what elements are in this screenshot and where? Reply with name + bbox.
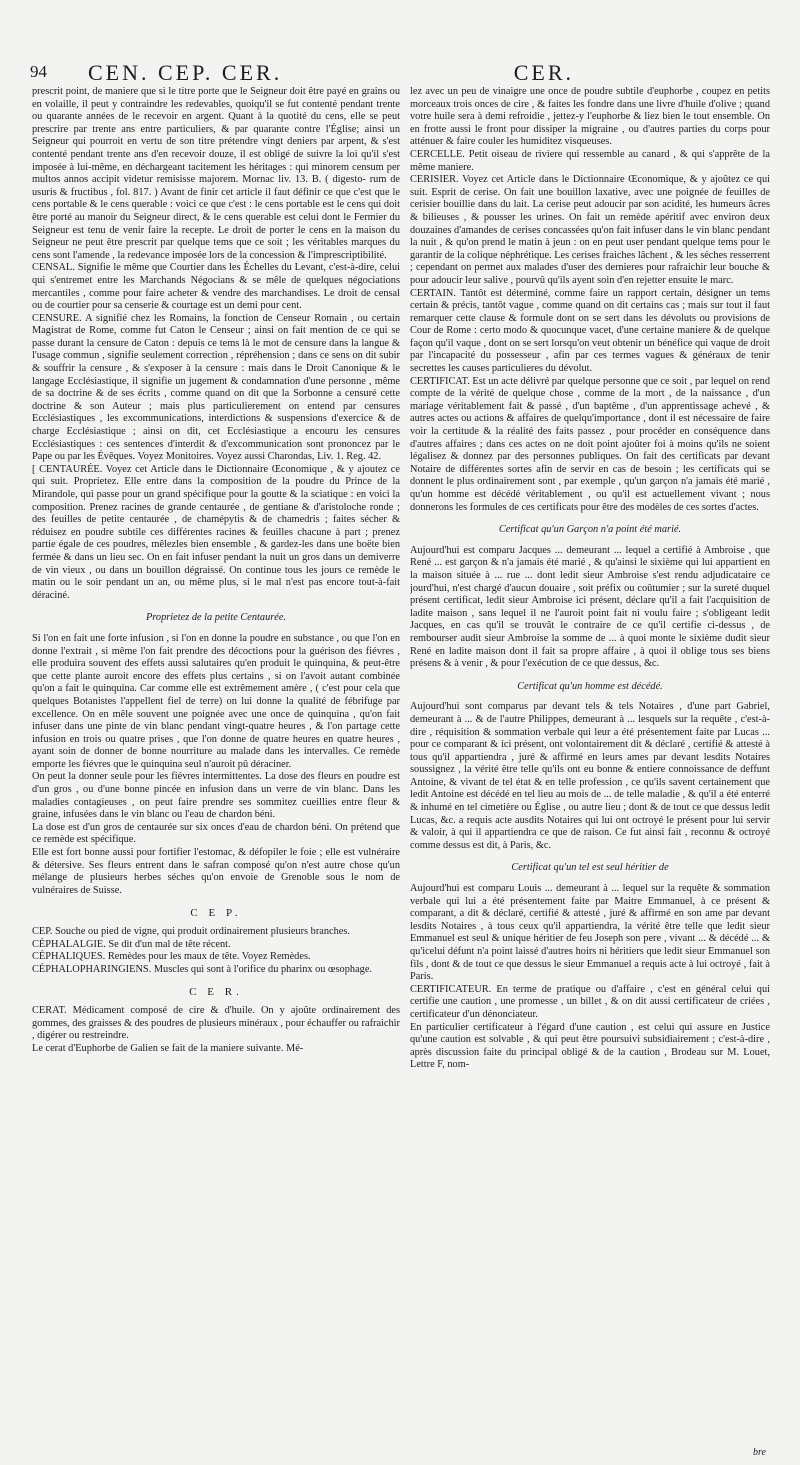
paragraph: En particulier certificateur à l'égard d'une caution , est celui qui assure en Justice qu'une caution est solvable , & qui peut être poursuivi subsidiairement ; c'est-à-dire , après discussion faite du principal obligé & de la caution , Brodeau sur M. Louet, Lettre F, nom- <box>410 1021 770 1071</box>
paragraph: CÉPHALIQUES. Remèdes pour les maux de tête. Voyez Remèdes. <box>32 951 311 963</box>
formula-heading: Certificat qu'un homme est décédé. <box>517 680 663 692</box>
paragraph: CERTAIN. Tantôt est déterminé, comme faire un rapport certain, désigner un tems certain & précis, tantôt vague , comme quand on dit certains cas ; mais sur tout il faut remarquer cette clause & formule dont on se sert dans les dévoluts ou provisions de Cour de Rome : certo modo & quocunque vacet, d'une certaine maniere & de quelque façon qu'il vaque , dont on se sert lorsqu'on veut obtenir un bénéfice qui vaque de droit par l'incapacité du possesseur , afin par ces termes vagues & généraux de tenir secrettes les causes particulieres du dévolut. <box>410 287 770 375</box>
formula-heading: Certificat qu'un tel est seul héritier de <box>511 862 669 874</box>
paragraph: CENSAL. Signifie le même que Courtier dans les Échelles du Levant, c'est-à-dire, celui qui s'entremet entre les Marchands Négocians & se mêle de quelques négociations mercantiles , comme pour faire acheter & vendre des marchandises. Le droit de censal ou de courtier pour sa censerie & courtage est un demi pour cent. <box>32 262 400 312</box>
formula-heading: Certificat qu'un Garçon n'a point été marié. <box>498 524 682 536</box>
paragraph: CÉPHALALGIE. Se dit d'un mal de tête récent. <box>32 938 231 950</box>
running-header <box>30 58 764 88</box>
paragraph: CERTIFICATEUR. En terme de pratique ou d'affaire , c'est en général celui qui certifie une caution , une promesse , un billet , & on dit aussi certificateur de criées , certificateur d'un dénonciateur. <box>410 983 770 1020</box>
paragraph: [ CENTAURÉE. Voyez cet Article dans le Dictionnaire Œconomique , & y ajoutez ce qui suit. Proprietez. Elle entre dans la composition de la poudre du Prince de la Mirandole, qui passe pour un grand spécifique pour la goutte & la sciatique : en voici la composition. Prenez racines de grande centaurée , de gentiane & d'aristoloche ronde ; des feuilles de petite centaurée , de chamépytis & de chamedris ; faites sécher & réduisez en poudre subtile ces différentes racines & feuilles chacune à part ; prenez partie égale de ces poudres, mêlezles bien ensemble , & gardez-les dans une boëte bien fermée & dans un lieu sec. On en fait infuser pendant la nuit un gros dans un demiverre de vin vieux , ou dans un bouillon dégraissé. On continue tous les jours ce remède le matin ou le soir pendant un an, ou même plus, si le mal n'est pas encore tout-à-fait déraciné. <box>32 463 400 601</box>
paragraph: Elle est fort bonne aussi pour fortifier l'estomac, & défopiler le foie ; elle est vulnéraire & détersive. Ses fleurs entrent dans le safran composé qu'on n'est autre chose qu'un mélange de plusieurs herbes séches qu'on envoie de Grenoble sous le nom de vulnéraires de Suisse. <box>32 847 400 896</box>
paragraph: Le cerat d'Euphorbe de Galien se fait de la maniere suivante. Mé- <box>32 1042 304 1054</box>
left-text-column <box>32 86 400 1436</box>
formula-heading: Proprietez de la petite Centaurée. <box>145 612 287 624</box>
paragraph: CERCELLE. Petit oiseau de riviere qui ressemble au canard , & qui s'apprête de la même maniere. <box>410 148 770 173</box>
paragraph: prescrit point, de maniere que si le titre porte que le Seigneur doit être payé en grains ou en volaille, il peut y contraindre les redevables, quoiqu'il se fut contenté pendant trente ou quarante années de le recevoir en argent. Quant à la quotité du cens, elle se peut prescrire par trente ans entre particuliers, & par quarante contre l'Église; ainsi un Seigneur qui pourroit en vertu de son titre prétendre vingt deniers par arpent, & s'est contenté pendant trente ans d'en recevoir douze, il est obligé de suivre la loi qu'il s'est imposée à lui-même, en déchargeant tacitement les héritages : qui minorem censum per multos annos accipit videtur remisisse majorem. Mornac liv. 13. B. ( digesto- rum de usuris & fructibus , fol. 817. ) Avant de finir cet article il faut définir ce que c'est que le cens portable & le cens querable : voici ce que c'est : le cens portable est le cens qui doit être porté au manoir du Seigneur direct, & le cens querable est celui dont le Fermier du Seigneur est tenu de venir faire la recepte. Le droit de porter le cens en la maison du Seigneur ne peut être prescrit par quelque tems que ce soit ; les véritables marques du cens sont l'amende , la redevance imposée lors de la concession & l'imprescriptibilité. <box>32 86 400 261</box>
paragraph: CERISIER. Voyez cet Article dans le Dictionnaire Œconomique, & y ajoûtez ce qui suit. Esprit de cerise. On fait une bouillon laxative, avec une poignée de feuilles de cerisier bouillie dans du lait. La cerise peut adoucir par son acidité, les humeurs âcres & bilieuses , & pousser les urines. On fait un remède apéritif avec environ deux douzaines d'amandes de cerises concassées qu'on fait infuser dans le vin blanc pendant la nuit , & qu'on prend le matin à jeun : on en peut user pendant quelque tems pour le garantir de la colique néphrétique. Les cerises fraiches lâchent , & les séches resserrent ; cependant on permet aux malades d'user des dernieres pour rafraichir leur bouche & pour adoucir leur salive , pourvû qu'ils ayent soin d'en rejetter ensuite le marc. <box>410 174 770 286</box>
paragraph: Aujourd'hui est comparu Jacques ... demeurant ... lequel a certifié à Ambroise , que René ... est garçon & n'a jamais été marié , & qu'ainsi le sixième qui lui appartient en la maison située à ... rue ... dont ledit sieur Ambroise s'est rendu adjudicataire ce jourd'hui, n'est chargé d'aucun douaire , soit préfix ou coûtumier ; sur la sureté duquel présent certificat, ledit sieur Ambroise ici présent, déclare qu'il a fait l'acquisition de ladite maison , sans lequel il ne l'auroit point fait ni voulu faire ; s'obligeant ledit Jacques, en cas qu'il se trouvât le contraire de ce qu'il certifie ci-dessus , de rembourser audit sieur Ambroise la somme de ... à quoi monte le sixième dudit sieur René en ladite maison dont il fait sa propre affaire , à quoi il oblige tous ses biens présens & à venir , & pour l'exécution de ce que dessus, &c. <box>410 544 770 670</box>
paragraph: CERAT. Médicament composé de cire & d'huile. On y ajoûte ordinairement des gommes, des graisses & des poudres de plusieurs minéraux , pour échauffer ou rafraichir , digérer ou restreindre. <box>32 1004 400 1042</box>
section-heading: C E P. <box>190 907 242 920</box>
paragraph: CERTIFICAT. Est un acte délivré par quelque personne que ce soit , par lequel on rend compte de la vérité de quelque chose , comme de la mort , de la naissance , d'un mariage véritablement fait & passé , d'un baptême , d'un apprentissage achevé , & autres actes ou actions & affaires de quelqu'importance , dont il est nécessaire de faire voir la certitude & la réalité des faits passez , pour procéder en conséquence dans d'autres affaires ; dans ces actes on ne doit point ajoûter foi à moins qu'ils ne soient légalisez & donnez par des personnes publiques. On fait des certificats par devant Notaire de différentes sortes afin de servir en cas de besoin ; les certificats qui se donnent le plus ordinairement sont , par exemple , qu'un garçon n'a jamais été marié , qu'un homme est décédé véritablement , ou qu'il est actuellement vivant ; nous donnerons les formules de ces certificats pour être des modèles de ces sortes d'actes. <box>410 375 770 513</box>
section-heading: C E R. <box>189 986 243 999</box>
left-running-title: CEN. CEP. CER. <box>88 60 283 85</box>
right-running-title: CER. <box>513 60 574 85</box>
paragraph: On peut la donner seule pour les fiévres intermittentes. La dose des fleurs en poudre est d'un gros , ou d'une bonne pincée en infusion dans un verre de vin blanc. Dans les maladies contagieuses , on peut faire prendre ses sommitez cueillies entre fleur & graine, infusées dans le vin blanc ou l'eau de chardon béni. <box>32 771 400 821</box>
page-number: 94 <box>30 62 47 81</box>
paragraph: CÉPHALOPHARINGIENS. Muscles qui sont à l'orifice du pharinx ou œsophage. <box>32 963 373 975</box>
paragraph: CEP. Souche ou pied de vigne, qui produit ordinairement plusieurs branches. <box>32 926 351 937</box>
paragraph: Si l'on en fait une forte infusion , si l'on en donne la poudre en substance , ou que l'on en donne l'extrait , si même l'on fait prendre des décoctions pour la guérison des fiévres , elle produira souvent des effets aussi salutaires qu'en produit le quinquina, & peut-être que cette plante auroit encore des effets plus certains , si on l'avoit autant combinée qu'on a fait le quinquina. Car comme elle est extrêmement amère , ( c'est pour cela que quelques Botanistes l'appellent fiel de terre) on lui donne la qualité de fébrifuge par excellence. On en mêle souvent une poignée avec une once de quinquina , qu'on fait infuser dans une pinte de vin blanc pendant vingt-quatre heures , & l'on partage cette infusion en trois ou quatre prises , que l'on donne de quatre heures en quatre heures , ayant soin de donner de bonne nourriture au malade dans les intervalles. Ce remède emporte les fiévres que le quinquina seul n'auroit pû déraciner. <box>32 632 400 770</box>
catchword: bre <box>753 1447 766 1458</box>
paragraph: La dose est d'un gros de centaurée sur six onces d'eau de chardon béni. On prétend que ce remède est spécifique. <box>32 821 400 846</box>
right-text-column <box>410 86 770 1436</box>
paragraph: CENSURE. A signifié chez les Romains, la fonction de Censeur Romain , ou certain Magistrat de Rome, comme fut Caton le Censeur ; ainsi on fait mention de ce qui se passe durant la censure de Caton : depuis ce tems là le mot de censure dans la langue & l'usage commun , signifie seulement correction , répréhension ; dans ce sens on dit subir & souffrir la censure , & s'exposer à la censure : mais dans le Droit Canonique & le langage Ecclésiastique, il signifie un jugement & condamnation d'une personne , même de sa doctrine & de ses écrits , comme quand on dit que la Sorbonne a censuré cette doctrine & son Auteur ; mais plus particulierement on entend par censures Ecclésiastiques , les excommunications, interdictions & suspensions d'exercice & de charge Ecclésiastique ; ainsi on dit, cet Ecclésiastique a encouru les censures Ecclésiastiques : ces sentences d'interdit & d'excommunication sont prononcez par le Pape ou par les Évêques. Voyez Monitoires. Voyez aussi Charondas, Liv. 1. Reg. 42. <box>32 312 400 463</box>
paragraph: Aujourd'hui est comparu Louis ... demeurant à ... lequel sur la requête & sommation verbale qui lui a été présentement faite par Maitre Emmanuel, à ce présent & comparant, a dit & déclaré, certifié & attesté , juré & affirmé en son ame par devant lesdits Notaires , à tous ceux qu'il appartiendra, la vérité être telle que ledit sieur Emmanuel est seul & unique héritier de feu Joseph son pere , vivant ... & décédé ... & qu'icelui défunt n'a point laissé d'autres hoirs ni héritiers que ledit sieur Emmanuel son fils , dont & de tout ce que dessus le sieur Emmanuel a requis acte à lui octroyé , fait à Paris. <box>410 883 770 983</box>
paragraph: Aujourd'hui sont comparus par devant tels & tels Notaires , d'une part Gabriel, demeurant à ... & de l'autre Philippes, demeurant à ... lesquels sur la requête , c'est-à-dire , réquisition & sommation verbale qui leur a été présentement faite par Lucas ... pour ce comparant & ici présent, ont volontairement dit & déclaré , certifié & attesté à tous qu'il appartiendra , juré & affirmé en leurs ames par devant lesdits Notaires soussignez , la vérité être telle qu'ils ont eu bonne & entiere connoissance de deffunt Antoine, & vivant de tel état & en telle profession , ce qu'ils savent certainement que ledit Antoine est décédé en tel lieu au mois de ... de telle maladie , & qu'il a été enterré & inhumé en tel cimetière ou Église , ou autre lieu ; dont & de tout ce que dessus ledit Lucas, &c. a requis acte ausdits Notaires qui lui ont octroyé le présent pour lui servir & valoir, à qui il appartiendra ce que de raison. Ce fut ainsi fait , reconnu & octroyé comme dessus est dit, à Paris, &c. <box>410 701 770 851</box>
paragraph: lez avec un peu de vinaigre une once de poudre subtile d'euphorbe , coupez en petits morceaux trois onces de cire , & faites les fondre dans une livre d'huile d'olive ; quand votre huile sera à demi refroidie , jettez-y l'euphorbe & liez bien le tout ensemble. On en frotte aussi le front pour dissiper la migraine , ou d'autres parties du corps pour atténuer & faire couler les humiditez visqueuses. <box>410 86 770 148</box>
